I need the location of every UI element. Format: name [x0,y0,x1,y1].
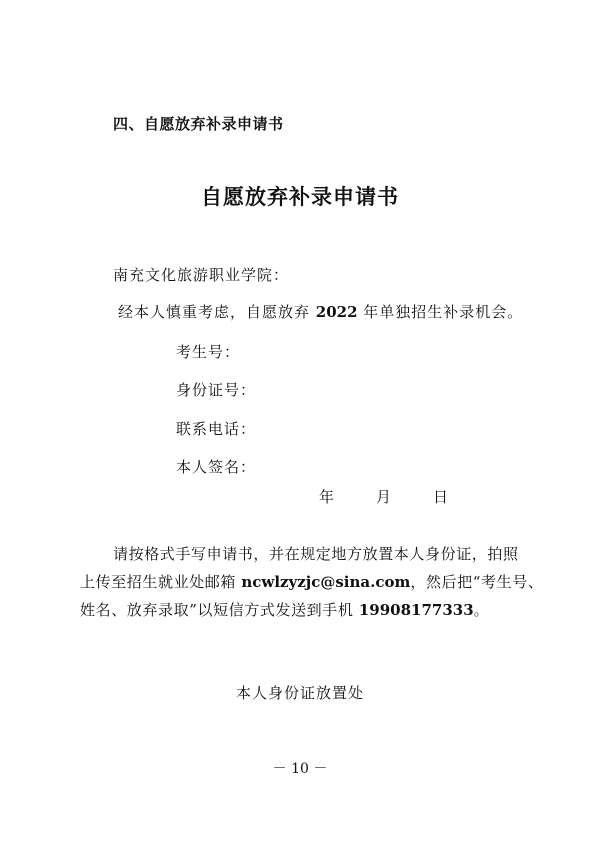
statement-year: 2022 [315,303,358,321]
instructions-line-3-suffix: 。 [473,601,490,619]
date-day-label: 日 [433,488,449,506]
statement [118,301,523,322]
date-year-label: 年 [319,488,335,506]
instructions-line-3-prefix: 姓名、放弃录取”以短信方式发送到手机 [80,601,359,619]
phone-number: 19908177333 [358,601,474,619]
statement-suffix: 年单独招生补录机会。 [357,303,524,321]
statement-prefix: 经本人慎重考虑，自愿放弃 [118,303,316,321]
page-number: － 10 － [272,761,328,777]
instructions-line-1: 请按格式手写申请书，并在规定地方放置本人身份证，拍照 [113,545,519,563]
instructions-line-2-suffix: ，然后把“考生号、 [410,573,544,591]
instructions-line-2-prefix: 上传至招生就业处邮箱 [80,573,242,591]
phone-label: 联系电话： [176,420,257,438]
exam-number-label: 考生号： [176,343,241,361]
document-title: 自愿放弃补录申请书 [201,185,399,209]
section-heading: 四、自愿放弃补录申请书 [113,115,284,133]
signature-label: 本人签名： [176,458,257,476]
date-month-label: 月 [376,488,392,506]
id-number-label: 身份证号： [176,381,257,399]
instructions-line-3 [80,599,489,620]
email-address: ncwlzyzjc@sina.com [241,573,411,591]
addressee: 南充文化旅游职业学院： [113,266,290,284]
instructions-line-2 [80,571,543,592]
id-card-placement-label: 本人身份证放置处 [235,684,364,702]
